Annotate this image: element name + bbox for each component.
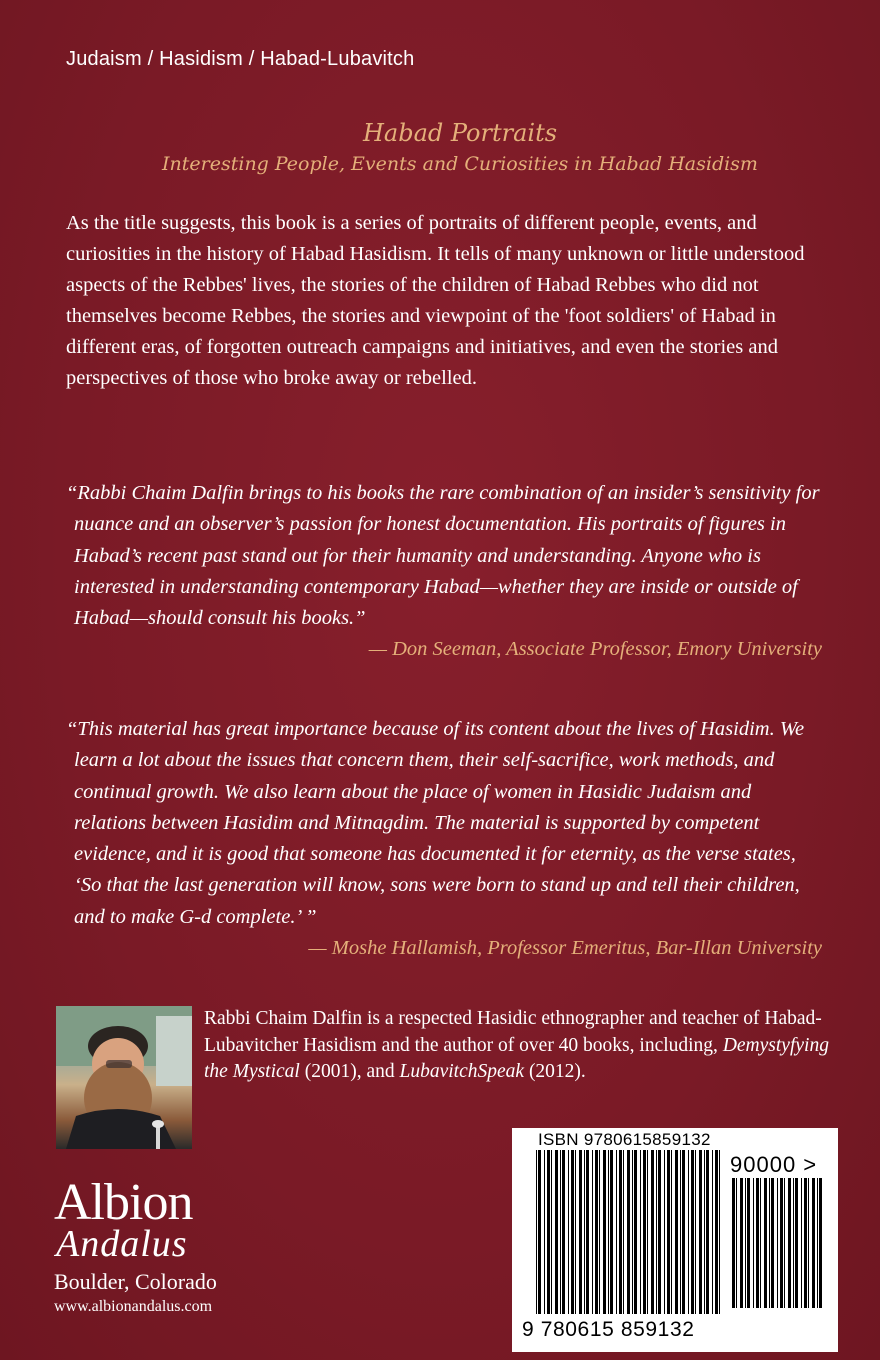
- barcode-stripe: [740, 1178, 743, 1308]
- isbn-label: ISBN 9780615859132: [538, 1130, 711, 1149]
- quote-attribution: — Moshe Hallamish, Professor Emeritus, Bar-Illan University: [308, 937, 822, 960]
- quote-attribution: — Don Seeman, Associate Professor, Emory University: [368, 638, 822, 661]
- bio-text: Rabbi Chaim Dalfin is a respected Hasidic ethnographer and teacher of Habad-Lubavitcher Hasidism and the author of over 40 books, including,: [204, 1008, 822, 1056]
- barcode-stripe: [656, 1150, 657, 1314]
- barcode-stripe: [592, 1150, 593, 1314]
- barcode-stripe: [812, 1178, 815, 1308]
- barcode-stripe: [747, 1178, 750, 1308]
- barcode-stripe: [595, 1150, 598, 1314]
- barcode-stripe: [756, 1178, 759, 1308]
- barcode-stripe: [691, 1150, 694, 1314]
- barcode-stripe: [784, 1178, 785, 1308]
- bio-text: (2012).: [524, 1061, 586, 1082]
- barcode-stripe: [651, 1150, 654, 1314]
- barcode-stripe: [632, 1150, 633, 1314]
- barcode-stripe: [536, 1150, 537, 1314]
- barcode-stripe: [551, 1150, 552, 1314]
- bio-book-title: Demystyfying the Mystical: [204, 1034, 829, 1082]
- barcode-stripe: [793, 1178, 794, 1308]
- barcode-stripe: [804, 1178, 807, 1308]
- book-subtitle: Interesting People, Events and Curiosities in Habad Hasidism: [162, 153, 758, 175]
- barcode-stripe: [664, 1150, 665, 1314]
- barcode-stripe: [675, 1150, 678, 1314]
- quote-text: “This material has great importance because of its content about the lives of Hasidim. We learn a lot about the issues that concern them, their self-sacrifice, work methods, and continual growth. We also learn about the place of women in Hasidic Judaism and relations between Hasidim and Mitnagdim. The material is supported by competent evidence, and it is good that someone has documented it for eternity, as the verse states, ‘So that the last generation will know, sons were born to stand up and tell their children, and to make G-d complete.’ ”: [66, 718, 805, 928]
- book-title: Habad Portraits: [362, 119, 558, 147]
- price-code: 90000 >: [730, 1152, 818, 1177]
- barcode-stripe: [808, 1178, 809, 1308]
- barcode-stripe: [658, 1150, 661, 1314]
- barcode-stripe: [771, 1178, 774, 1308]
- barcode-stripe: [801, 1178, 802, 1308]
- category-breadcrumb: Judaism / Hasidism / Habad-Lubavitch: [66, 48, 415, 70]
- barcode-stripe: [715, 1150, 718, 1314]
- barcode-stripe: [704, 1150, 705, 1314]
- barcode-stripe: [788, 1178, 791, 1308]
- quote-text: “Rabbi Chaim Dalfin brings to his books the rare combination of an insider’s sensitivity for nuance and an observer’s passion for honest documentation. His portraits of figures in Habad’s recent past stand out for their humanity and understanding. Anyone who is interested in understanding contemporary Habad—whether they are inside or outside of Habad—should consult his books.”: [66, 482, 820, 630]
- endorsement-quote: [66, 714, 826, 964]
- endorsement-quote: [66, 478, 826, 666]
- barcode-stripe: [764, 1178, 767, 1308]
- author-photo: [56, 1006, 192, 1149]
- barcode-stripe: [647, 1150, 648, 1314]
- barcode-stripe: [753, 1178, 754, 1308]
- barcode-stripe: [795, 1178, 798, 1308]
- barcode-stripe: [627, 1150, 630, 1314]
- barcode-stripe: [719, 1150, 720, 1314]
- barcode-stripe: [780, 1178, 783, 1308]
- publisher-name: Albion: [54, 1174, 193, 1231]
- barcode-stripe: [732, 1178, 735, 1308]
- barcode-stripe: [544, 1150, 545, 1314]
- book-description: As the title suggests, this book is a series of portraits of different people, events, and curiosities in the history of Habad Hasidism. It tells of many unknown or little understood aspects of the Rebbes' lives, the stories of the children of Habad Rebbes who did not themselves become Rebbes, the stories and viewpoint of the 'foot soldiers' of Habad in different eras, of forgotten outreach campaigns and initiatives, and even the stories and perspectives of those who broke away or rebelled.: [66, 212, 805, 389]
- barcode-stripe: [579, 1150, 582, 1314]
- bio-book-title: LubavitchSpeak: [399, 1061, 525, 1082]
- author-bio: [204, 1006, 844, 1086]
- barcode-stripe: [817, 1178, 818, 1308]
- barcode-stripe: [682, 1150, 685, 1314]
- barcode-stripe: [745, 1178, 746, 1308]
- barcode-stripe: [634, 1150, 637, 1314]
- barcode-stripe: [560, 1150, 561, 1314]
- barcode-stripe: [680, 1150, 681, 1314]
- barcode-stripe: [568, 1150, 569, 1314]
- barcode-stripe: [608, 1150, 609, 1314]
- publisher-logo: [54, 1174, 274, 1318]
- barcode-stripe: [619, 1150, 622, 1314]
- barcode-stripe: [712, 1150, 713, 1314]
- publisher-city: Boulder, Colorado: [54, 1269, 217, 1294]
- barcode-stripe: [769, 1178, 770, 1308]
- barcode-stripe: [760, 1178, 761, 1308]
- barcode-stripe: [640, 1150, 641, 1314]
- barcode-digits: 9 780615 859132: [522, 1318, 695, 1341]
- publisher-url: www.albionandalus.com: [54, 1298, 213, 1315]
- bio-text: (2001), and: [299, 1061, 400, 1082]
- barcode-stripe: [819, 1178, 822, 1308]
- barcode-stripe: [571, 1150, 574, 1314]
- barcode-stripe: [599, 1150, 600, 1314]
- barcode-stripe: [643, 1150, 646, 1314]
- barcode-stripe: [777, 1178, 778, 1308]
- barcode-stripe: [688, 1150, 689, 1314]
- barcode-stripe: [671, 1150, 672, 1314]
- barcode-stripe: [538, 1150, 541, 1314]
- barcode-stripe: [706, 1150, 709, 1314]
- isbn-barcode: [512, 1128, 838, 1352]
- barcode-stripe: [555, 1150, 558, 1314]
- barcode-stripe: [547, 1150, 550, 1314]
- barcode-stripe: [575, 1150, 576, 1314]
- barcode-stripe: [695, 1150, 696, 1314]
- barcode-stripe: [610, 1150, 613, 1314]
- barcode-stripe: [623, 1150, 624, 1314]
- barcode-stripe: [616, 1150, 617, 1314]
- publisher-name-script: Andalus: [56, 1223, 188, 1265]
- barcode-stripe: [736, 1178, 737, 1308]
- barcode-stripe: [603, 1150, 606, 1314]
- barcode-stripe: [584, 1150, 585, 1314]
- barcode-stripe: [586, 1150, 589, 1314]
- barcode-stripe: [667, 1150, 670, 1314]
- barcode-stripe: [699, 1150, 702, 1314]
- title-block: [40, 118, 880, 178]
- barcode-stripe: [562, 1150, 565, 1314]
